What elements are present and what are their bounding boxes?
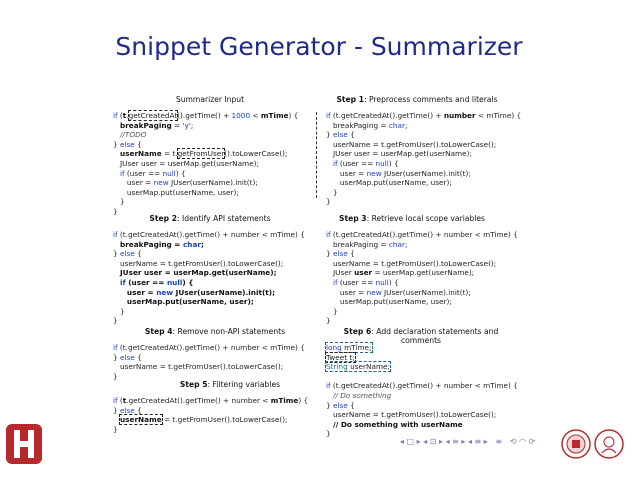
- input-code: if (t.getCreatedAt().getTime() + 1000 < mTime) { breakPaging = 'y'; //TODO } else { userName = t.getFromUser().toLowerCase(); JUser user = userMap.get(userName); if (user == null) { user = new JUser(userName).init(t); userMap.put(userName, user); } }: [113, 111, 299, 216]
- beamer-navigation[interactable]: ◂ □ ▸ ◂ ⊡ ▸ ◂ ≡ ▸ ◂ ≡ ▸ ≡ ⟲ ◠ ⟳: [400, 437, 536, 446]
- step4-header: Step 4: Remove non-API statements: [144, 327, 286, 336]
- seal-2-icon: [594, 429, 624, 459]
- seal-1-icon: [561, 429, 591, 459]
- step1-header: Step 1: Preprocess comments and literals: [336, 95, 498, 104]
- step5-code: if (t.getCreatedAt().getTime() + number < mTime) { } else { userName = t.getFromUser().toLowerCase(); }: [113, 396, 309, 434]
- slide-title: Snippet Generator - Summarizer: [115, 32, 523, 61]
- step3-header: Step 3: Retrieve local scope variables: [338, 214, 486, 223]
- step2-code: if (t.getCreatedAt().getTime() + number < mTime) { breakPaging = char; } else { userName = t.getFromUser().toLowerCase(); JUser user = userMap.get(userName); if (user == null) { user = new JUser(userName).init(t); userMap.put(userName, user); } }: [113, 230, 305, 326]
- step1-code: if (t.getCreatedAt().getTime() + number < mTime) { breakPaging = char; } else { userName = t.getFromUser().toLowerCase(); JUser user = userMap.get(userName); if (user == null) { user = new JUser(userName).init(t); userMap.put(userName, user); } }: [326, 111, 522, 207]
- step6-code: long mTime; Tweet t; String userName; if (t.getCreatedAt().getTime() + number < mTime) { // Do something } else { userName = t.getFromUser().toLowerCase(); // Do something with userName }: [326, 343, 518, 439]
- step2-header: Step 2: Identify API statements: [149, 214, 271, 223]
- university-logo-icon: [6, 424, 42, 464]
- input-header: Summarizer Input: [175, 95, 245, 104]
- step5-header: Step 5: Filtering variables: [179, 380, 281, 389]
- step4-code: if (t.getCreatedAt().getTime() + number < mTime) { } else { userName = t.getFromUser().toLowerCase(); }: [113, 343, 305, 381]
- step6-header: Step 6: Add declaration statements and comments: [343, 327, 499, 345]
- column-divider: [316, 112, 317, 198]
- step3-code: if (t.getCreatedAt().getTime() + number < mTime) { breakPaging = char; } else { userName = t.getFromUser().toLowerCase(); JUser user = userMap.get(userName); if (user == null) { user = new JUser(userName).init(t); userMap.put(userName, user); } }: [326, 230, 518, 326]
